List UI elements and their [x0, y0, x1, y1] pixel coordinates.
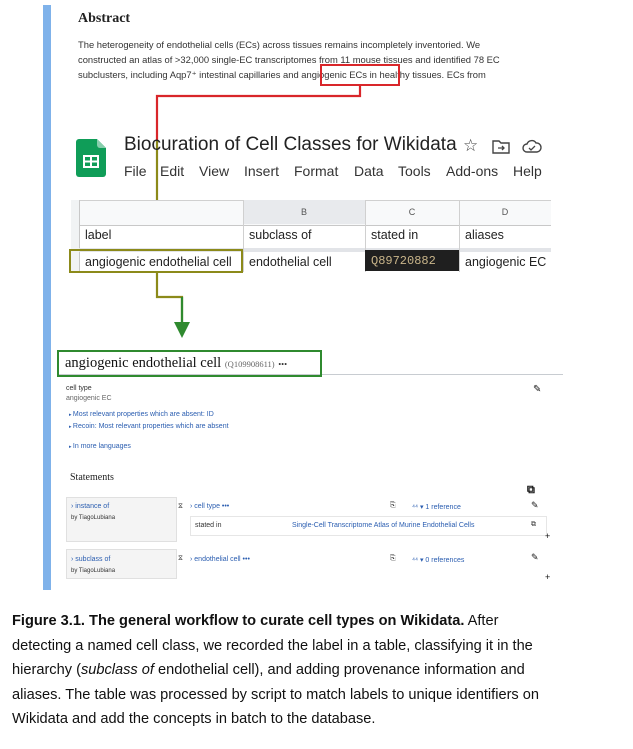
statement-2-value-area [176, 549, 554, 579]
statements-heading: Statements [70, 472, 114, 483]
rank-icon[interactable]: ⧖ [178, 503, 183, 510]
edit-statement-2-icon[interactable]: ✎ [531, 552, 539, 562]
google-sheets-icon [76, 139, 106, 177]
property-instance-of-label: instance of [75, 503, 110, 510]
abstract-line-2: constructed an atlas of >32,000 single-EC transcriptomes from 11 mouse tissues and identified 78 EC [78, 54, 500, 65]
edit-statement-1-icon[interactable]: ✎ [531, 500, 539, 510]
menu-insert[interactable]: Insert [244, 163, 280, 179]
red-connector [157, 86, 360, 140]
property-subclass-of-label: subclass of [75, 556, 111, 563]
caption-line-1 [12, 609, 622, 634]
menu-tools[interactable]: Tools [398, 163, 431, 179]
in-more-languages-text: In more languages [72, 443, 131, 450]
item-description: cell type [66, 385, 92, 392]
value-endothelial-cell[interactable]: › endothelial cell ••• [190, 556, 250, 563]
menu-help[interactable]: Help [513, 163, 542, 179]
column-d-header[interactable]: D [501, 207, 509, 217]
references-count-2: 0 references [425, 557, 465, 564]
menu-edit[interactable]: Edit [160, 163, 185, 179]
abstract-heading: Abstract [78, 11, 131, 26]
references-count-1: 1 reference [425, 504, 461, 511]
cell-aliases-value[interactable]: angiogenic EC [465, 255, 547, 269]
caption-line-2: detecting a named cell class, we recorded the label in a table, classifying it in the [12, 637, 533, 654]
menu-format[interactable]: Format [294, 163, 339, 179]
label-cell-highlight [69, 249, 243, 273]
menu-addons[interactable]: Add-ons [446, 163, 499, 179]
rank-icon-2[interactable]: ⧖ [178, 555, 183, 562]
caption-lead: Figure 3.1. The general workflow to curate cell types on Wikidata. [12, 613, 465, 629]
reference-icon-2[interactable]: ⎘ [390, 555, 396, 562]
hint-recoin-text: Recoin: Most relevant properties which are absent [72, 423, 229, 430]
add-statement-1-icon[interactable]: + [545, 531, 551, 541]
item-alias: angiogenic EC [66, 395, 112, 402]
cell-subclass-value[interactable]: endothelial cell [249, 255, 332, 269]
copy-reference-icon[interactable]: ⧉ [531, 521, 536, 528]
abstract-line-3: subclusters, including Aqp7⁺ intestinal capillaries and angiogenic ECs in healthy tissues. ECs from [78, 69, 486, 80]
value-endothelial-cell-label: endothelial cell ••• [194, 556, 250, 563]
column-c-header[interactable]: C [408, 207, 416, 217]
star-icon[interactable]: ☆ [463, 136, 479, 155]
column-b-header[interactable]: B [300, 207, 307, 217]
spreadsheet-title[interactable]: Biocuration of Cell Classes for Wikidata [124, 134, 457, 155]
move-to-folder-icon[interactable] [492, 139, 510, 154]
caption-line-3-post: endothelial cell), and adding provenance information and [153, 662, 525, 678]
qualifier-stated-in[interactable]: stated in [195, 522, 222, 529]
caption-line-4: aliases. The table was processed by script to match labels to unique identifiers on [12, 686, 540, 703]
statement-2-user: by TiagoLubiana [71, 568, 116, 574]
item-more-icon[interactable]: ••• [278, 359, 288, 369]
property-subclass-of[interactable]: › subclass of [71, 556, 111, 563]
value-cell-type-label: cell type ••• [194, 503, 230, 510]
copy-statements-icon[interactable]: ⧉ [527, 484, 535, 496]
caption-line-5: Wikidata and add the concepts in batch to the database. [12, 711, 376, 727]
olive-connector [157, 273, 182, 322]
menu-view[interactable]: View [199, 163, 230, 179]
references-toggle-2[interactable]: ⁴⁴ ▾ 0 references [412, 557, 465, 564]
reference-icon[interactable]: ⎘ [390, 502, 396, 509]
hint-recoin[interactable]: ▸ Recoin: Most relevant properties which are absent [69, 423, 229, 430]
abstract-line-1: The heterogeneity of endothelial cells (ECs) across tissues remains incompletely inventoried. We [78, 39, 481, 50]
references-toggle-1[interactable]: ⁴⁴ ▾ 1 reference [412, 504, 461, 511]
edit-pencil-icon[interactable]: ✎ [533, 384, 542, 395]
cell-subclass-header[interactable]: subclass of [249, 228, 312, 242]
item-qid: (Q109908611) [224, 359, 275, 369]
cloud-status-icon[interactable] [522, 139, 542, 154]
statement-1-user: by TiagoLubiana [71, 515, 116, 521]
hint-absent-properties-text: Most relevant properties which are absent: ID [72, 411, 214, 418]
qualifier-value-atlas[interactable]: Single-Cell Transcriptome Atlas of Murine Endothelial Cells [292, 522, 475, 529]
menu-file[interactable]: File [124, 163, 147, 179]
green-arrow-head [174, 322, 190, 338]
add-statement-2-icon[interactable]: + [545, 572, 551, 582]
value-cell-type[interactable]: › cell type ••• [190, 503, 230, 510]
cell-stated-in-header[interactable]: stated in [371, 228, 419, 242]
caption-line-3-pre: hierarchy ( [12, 662, 81, 678]
caption-line-3-em: subclass of [80, 662, 154, 678]
menu-data[interactable]: Data [354, 163, 384, 179]
wikidata-item-title [65, 355, 287, 372]
figure-caption [12, 609, 622, 732]
item-label: angiogenic endothelial cell [65, 355, 222, 371]
property-instance-of[interactable]: › instance of [71, 503, 110, 510]
caption-line-3 [12, 658, 622, 683]
hint-absent-properties[interactable]: ▸ Most relevant properties which are absent: ID [69, 411, 214, 418]
cell-label-value[interactable]: angiogenic endothelial cell [85, 255, 232, 269]
cell-aliases-header[interactable]: aliases [465, 228, 504, 242]
cell-label-header[interactable]: label [85, 228, 112, 242]
cell-stated-in-value[interactable]: Q89720882 [365, 250, 459, 271]
caption-line-1-rest: After [464, 613, 499, 629]
in-more-languages-link[interactable]: ▸ In more languages [69, 443, 131, 450]
